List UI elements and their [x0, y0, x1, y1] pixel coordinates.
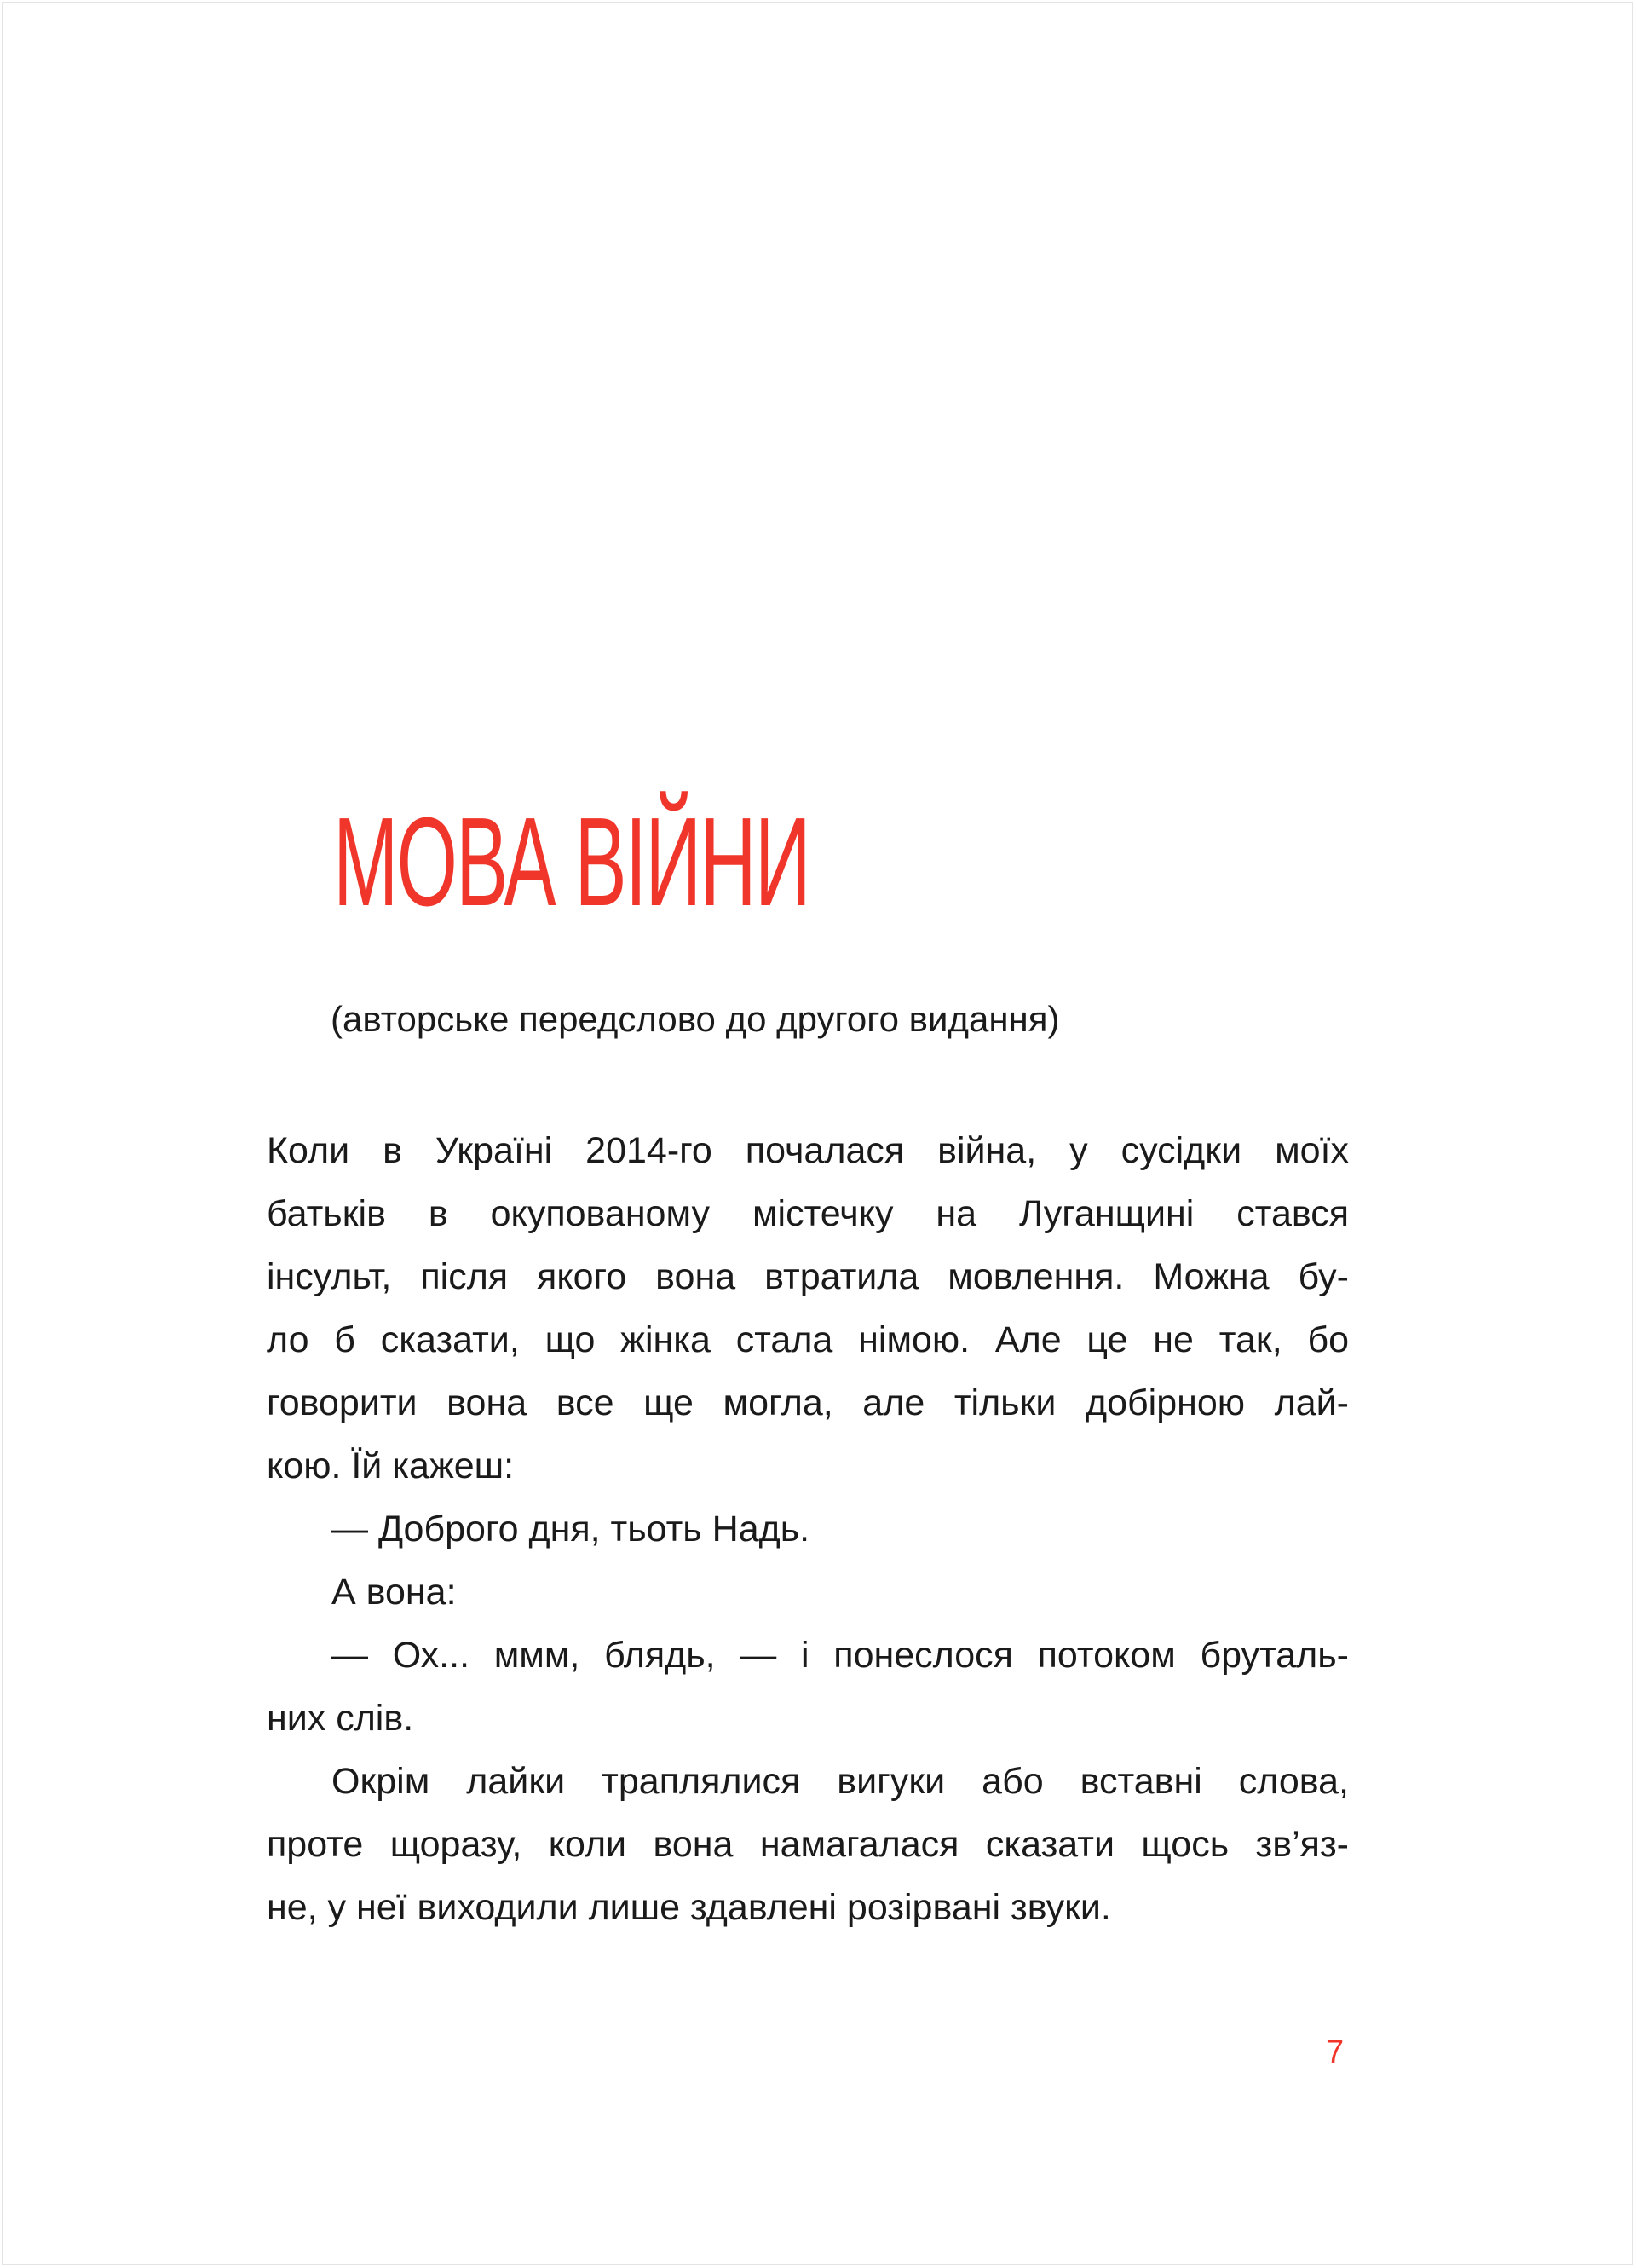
text-line: інсульт, після якого вона втратила мовлення. Можна бу-	[267, 1256, 1349, 1297]
text-line: них слів.	[267, 1698, 414, 1739]
chapter-title: МОВА ВІЙНИ	[333, 792, 809, 932]
text-line: кою. Їй кажеш:	[267, 1446, 515, 1486]
book-page	[2, 2, 1633, 2265]
text-line: Окрім лайки траплялися вигуки або вставні слова,	[331, 1761, 1349, 1802]
dialogue-line: — Ох... ммм, блядь, — і понеслося потоком бруталь-	[331, 1635, 1349, 1676]
text-line: ло б сказати, що жінка стала німою. Але це не так, бо	[267, 1319, 1349, 1360]
dialogue-line: — Доброго дня, тьоть Надь.	[331, 1509, 810, 1550]
chapter-subtitle: (авторське передслово до другого видання)	[331, 999, 1060, 1039]
text-line: не, у неї виходили лише здавлені розірвані звуки.	[267, 1887, 1111, 1928]
text-line: проте щоразу, коли вона намагалася сказати щось зв’яз-	[267, 1824, 1349, 1865]
page-number: 7	[1326, 2034, 1345, 2070]
body-text	[267, 1119, 1349, 1939]
text-line: А вона:	[331, 1572, 457, 1613]
text-line: Коли в Україні 2014-го почалася війна, у сусідки моїх	[267, 1130, 1349, 1171]
text-line: батьків в окупованому містечку на Луганщині стався	[267, 1193, 1349, 1234]
text-line: говорити вона все ще могла, але тільки добірною лай-	[267, 1382, 1349, 1423]
